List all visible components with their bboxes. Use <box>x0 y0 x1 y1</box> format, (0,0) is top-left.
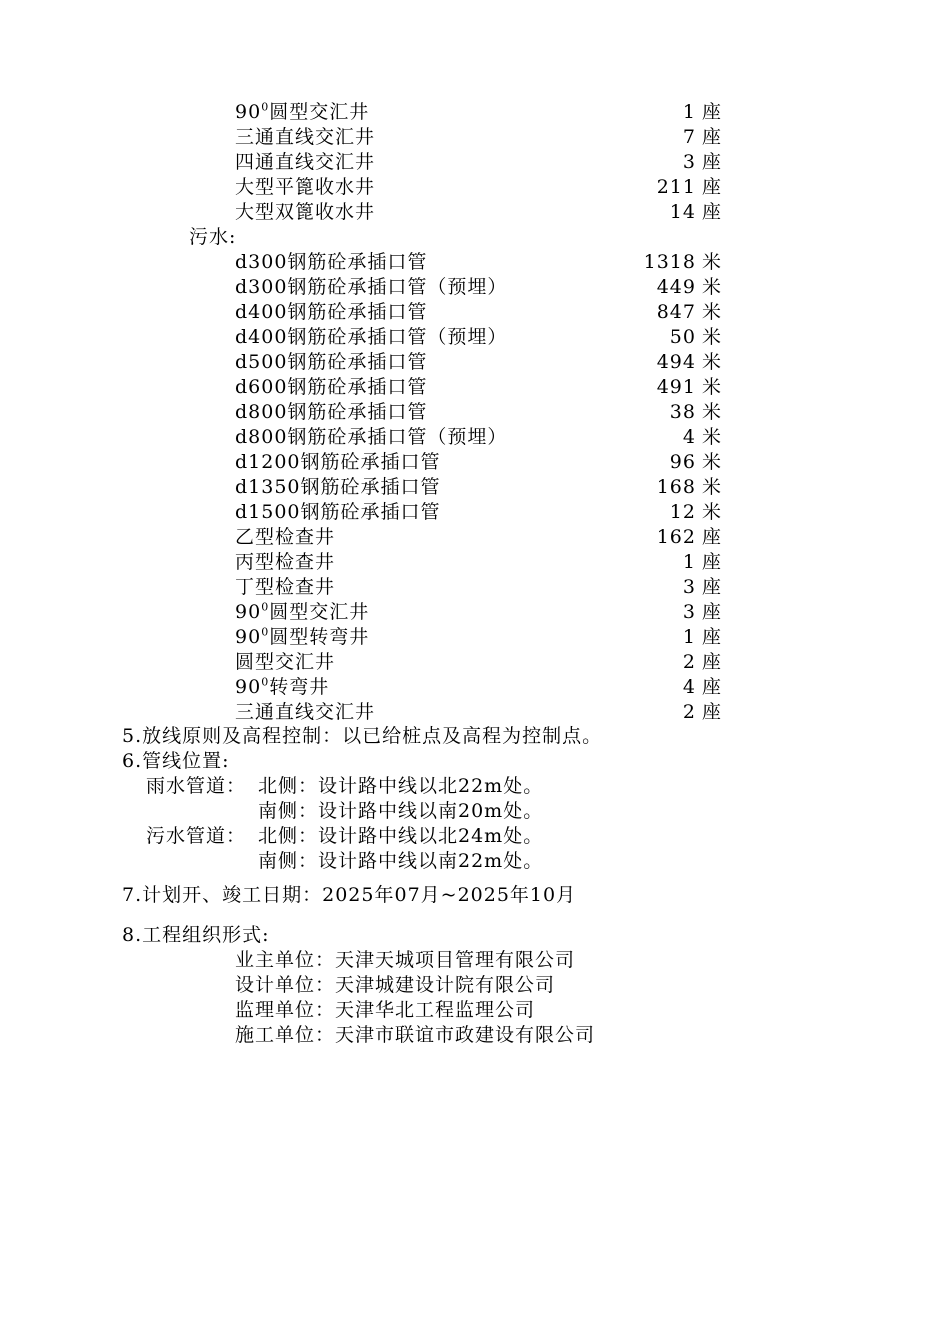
item-quantity: 4 米 <box>682 426 722 448</box>
list-item <box>0 325 950 350</box>
item-name: 丙型检查井 <box>235 551 336 573</box>
rain-pipe-label: 雨水管道： <box>146 775 247 797</box>
item-quantity: 2 座 <box>682 651 722 673</box>
section-7-schedule: 7.计划开、竣工日期：2025年07月~2025年10月 <box>122 884 577 906</box>
list-item <box>0 700 950 725</box>
item-name: d1200钢筋砼承插口管 <box>235 451 441 473</box>
item-quantity: 211 座 <box>656 176 722 198</box>
list-item <box>0 675 950 700</box>
list-item <box>0 500 950 525</box>
item-quantity: 38 米 <box>669 401 722 423</box>
item-name: d800钢筋砼承插口管 <box>235 401 428 423</box>
rain-pipe-south: 南侧：设计路中线以南20m处。 <box>258 800 544 822</box>
list-item <box>0 175 950 200</box>
supervision-unit: 监理单位：天津华北工程监理公司 <box>235 999 536 1021</box>
item-quantity: 96 米 <box>669 451 722 473</box>
item-name: d300钢筋砼承插口管（预埋） <box>235 276 508 298</box>
section-8-title: 8.工程组织形式: <box>122 924 270 946</box>
item-quantity: 3 座 <box>682 151 722 173</box>
item-quantity: 1318 米 <box>643 251 722 273</box>
item-name: 大型平篦收水井 <box>235 176 376 198</box>
item-quantity: 162 座 <box>656 526 722 548</box>
list-item <box>0 475 950 500</box>
item-name: 三通直线交汇井 <box>235 126 376 148</box>
item-quantity: 7 座 <box>682 126 722 148</box>
section-5-stakeout: 5.放线原则及高程控制：以已给桩点及高程为控制点。 <box>122 725 603 747</box>
list-item <box>0 250 950 275</box>
item-quantity: 12 米 <box>669 501 722 523</box>
item-quantity: 50 米 <box>669 326 722 348</box>
item-name: 大型双篦收水井 <box>235 201 376 223</box>
construction-unit: 施工单位：天津市联谊市政建设有限公司 <box>235 1024 596 1046</box>
list-item <box>0 200 950 225</box>
sewage-pipe-north: 北侧：设计路中线以北24m处。 <box>258 825 544 847</box>
design-unit: 设计单位：天津城建设计院有限公司 <box>235 974 556 996</box>
list-item <box>0 650 950 675</box>
list-item <box>0 100 950 125</box>
section-6-title: 6.管线位置: <box>122 750 230 772</box>
list-item <box>0 550 950 575</box>
list-item <box>0 625 950 650</box>
item-name: $90^0$圆型转弯井 <box>235 625 370 648</box>
item-name: 四通直线交汇井 <box>235 151 376 173</box>
item-quantity: 1 座 <box>682 626 722 648</box>
item-name: $90^0$圆型交汇井 <box>235 600 370 623</box>
list-item <box>0 375 950 400</box>
item-quantity: 847 米 <box>656 301 722 323</box>
item-name: $90^0$转弯井 <box>235 675 330 698</box>
item-name: d1350钢筋砼承插口管 <box>235 476 441 498</box>
item-quantity: 1 座 <box>682 101 722 123</box>
item-quantity: 491 米 <box>656 376 722 398</box>
list-item <box>0 300 950 325</box>
item-quantity: 3 座 <box>682 576 722 598</box>
item-quantity: 1 座 <box>682 551 722 573</box>
item-name: d800钢筋砼承插口管（预埋） <box>235 426 508 448</box>
item-name: 丁型检查井 <box>235 576 336 598</box>
item-name: d1500钢筋砼承插口管 <box>235 501 441 523</box>
rain-pipe-north: 北侧：设计路中线以北22m处。 <box>258 775 544 797</box>
list-item <box>0 125 950 150</box>
list-item <box>0 450 950 475</box>
item-name: $90^0$圆型交汇井 <box>235 100 370 123</box>
sewage-label: 污水: <box>189 226 237 248</box>
sewage-pipe-south: 南侧：设计路中线以南22m处。 <box>258 850 544 872</box>
owner-unit: 业主单位：天津天城项目管理有限公司 <box>235 949 576 971</box>
item-quantity: 168 米 <box>656 476 722 498</box>
item-name: d400钢筋砼承插口管（预埋） <box>235 326 508 348</box>
item-quantity: 449 米 <box>656 276 722 298</box>
item-name: d300钢筋砼承插口管 <box>235 251 428 273</box>
item-quantity: 4 座 <box>682 676 722 698</box>
item-name: 三通直线交汇井 <box>235 701 376 723</box>
list-item <box>0 425 950 450</box>
item-quantity: 2 座 <box>682 701 722 723</box>
list-item <box>0 150 950 175</box>
item-quantity: 494 米 <box>656 351 722 373</box>
list-item <box>0 575 950 600</box>
item-name: 圆型交汇井 <box>235 651 336 673</box>
item-name: d400钢筋砼承插口管 <box>235 301 428 323</box>
list-item <box>0 350 950 375</box>
sewage-pipe-label: 污水管道： <box>146 825 247 847</box>
item-name: d600钢筋砼承插口管 <box>235 376 428 398</box>
list-item <box>0 400 950 425</box>
item-quantity: 3 座 <box>682 601 722 623</box>
list-item <box>0 525 950 550</box>
list-item <box>0 600 950 625</box>
item-quantity: 14 座 <box>669 201 722 223</box>
item-name: d500钢筋砼承插口管 <box>235 351 428 373</box>
list-item <box>0 275 950 300</box>
item-name: 乙型检查井 <box>235 526 336 548</box>
